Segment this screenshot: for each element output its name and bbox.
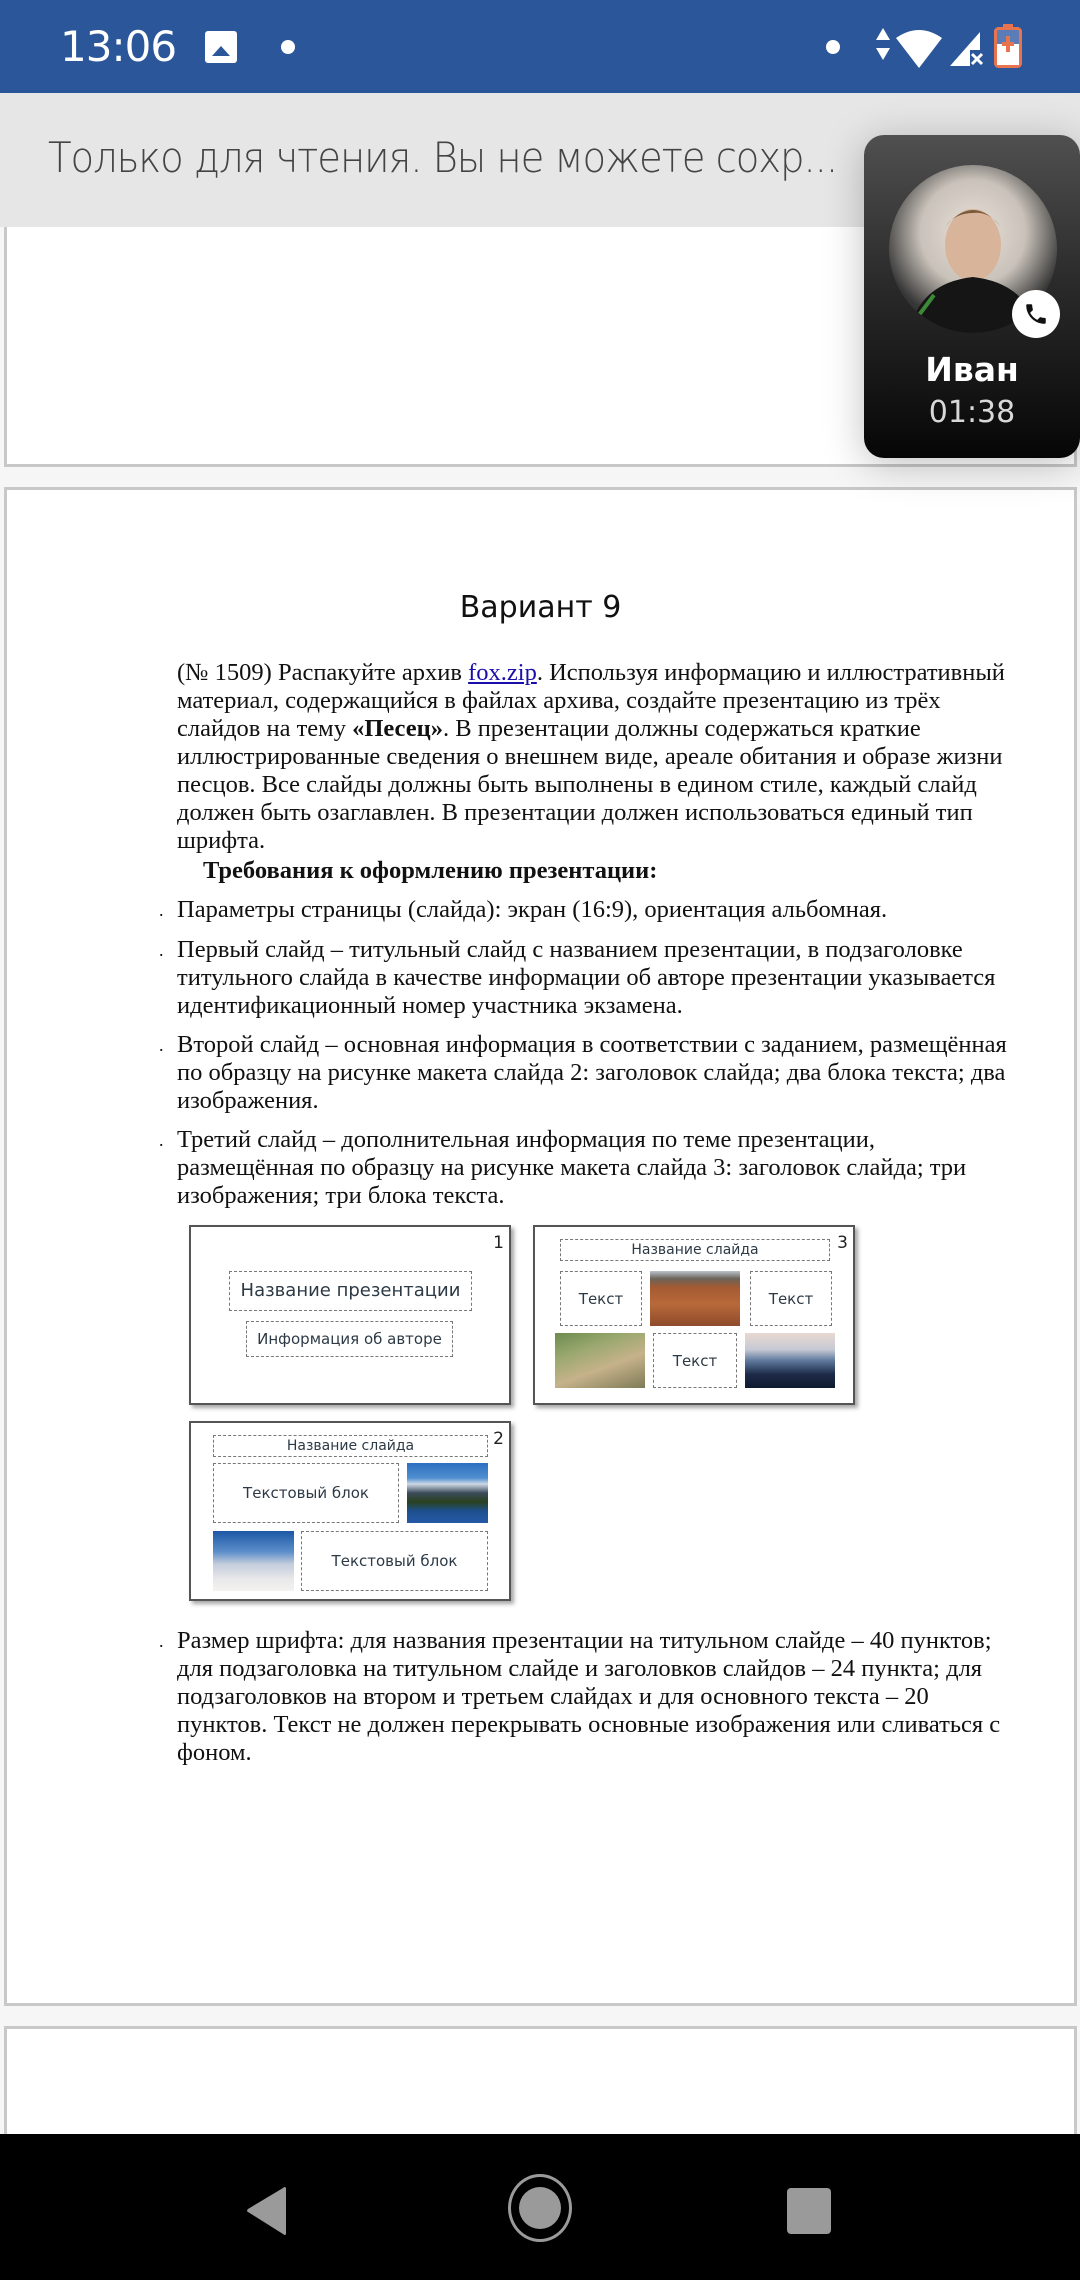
home-icon — [519, 2187, 561, 2229]
variant-title: Вариант 9 — [459, 590, 622, 625]
battery-charging-icon — [994, 24, 1022, 68]
notification-dot-icon — [826, 40, 840, 54]
slide-number: 2 — [493, 1429, 504, 1449]
status-bar — [0, 0, 1080, 93]
tundra-photo — [650, 1271, 740, 1326]
requirement-item — [159, 1627, 1007, 1767]
snowy-volcano-photo — [213, 1531, 294, 1591]
slide-1-mockup — [189, 1225, 511, 1405]
presentation-title-placeholder: Название презентации — [229, 1271, 472, 1311]
slide-number: 3 — [837, 1233, 848, 1253]
bullet-marker: . — [159, 940, 164, 960]
requirement-item: . Третий слайд – дополнительная информация по теме презентации, размещённая по образцу на рисунке макета слайда 3: заголовок слайда; три изображения; три блока текста. — [159, 1126, 967, 1209]
phone-icon[interactable] — [1012, 290, 1060, 338]
coast-photo — [745, 1333, 835, 1388]
valley-photo — [555, 1333, 645, 1388]
notification-dot-icon — [281, 40, 295, 54]
slide-title-placeholder: Название слайда — [213, 1435, 488, 1457]
mountain-lake-photo — [407, 1463, 488, 1523]
readonly-message: Только для чтения. Вы не можете сохр... — [48, 133, 838, 182]
document-page-2 — [4, 487, 1077, 2006]
requirement-item: . Второй слайд – основная информация в соответствии с заданием, размещённая по образцу на рисунке макета слайда 2: заголовок слайда; два блока текста; два изображения. — [159, 1031, 1007, 1114]
bullet-marker: . — [159, 900, 164, 920]
wifi-icon — [896, 28, 942, 68]
bullet-marker: . — [159, 1631, 164, 1651]
signal-no-sim-icon — [950, 30, 984, 66]
call-duration: 01:38 — [928, 395, 1016, 430]
document-viewer[interactable] — [0, 227, 1080, 2134]
back-button[interactable] — [246, 2186, 288, 2236]
text-placeholder: Текст — [750, 1271, 832, 1326]
data-arrows-icon — [876, 28, 890, 60]
slide-2-mockup — [189, 1421, 511, 1601]
gallery-icon — [205, 31, 237, 63]
home-button[interactable] — [508, 2174, 572, 2242]
call-overlay[interactable] — [864, 135, 1080, 458]
document-page-3 — [4, 2026, 1077, 2134]
text-block-placeholder: Текстовый блок — [213, 1463, 399, 1523]
caller-name: Иван — [925, 350, 1019, 389]
status-time: 13:06 — [60, 22, 177, 71]
font-requirement: Размер шрифта: для названия презентации на титульном слайде – 40 пунктов; для подзаголовка на титульном слайде и заголовков слайдов – 24 пункта; для подзаголовков на втором и третьем слайдах и для основного текста – 20 пунктов. Текст не должен перекрывать основные изображения или сливаться с фоном. — [177, 1627, 1001, 1766]
slide-number: 1 — [493, 1233, 504, 1253]
text-placeholder: Текст — [560, 1271, 642, 1326]
requirements-heading: Требования к оформлению презентации: — [203, 857, 658, 884]
bullet-marker: . — [159, 1035, 164, 1055]
bullet-marker: . — [159, 1130, 164, 1150]
slide-title-placeholder: Название слайда — [560, 1239, 830, 1261]
navigation-bar — [0, 2134, 1080, 2280]
requirement-item: . Первый слайд – титульный слайд с названием презентации, в подзаголовке титульного слайда в качестве информации об авторе презентации указывается идентификационный номер участника экзамена. — [159, 936, 996, 1019]
slide-3-mockup — [533, 1225, 855, 1405]
requirement-item: . Параметры страницы (слайда): экран (16:9), ориентация альбомная. — [159, 896, 888, 923]
topic-name: «Песец» — [352, 715, 443, 742]
text-placeholder: Текст — [653, 1333, 737, 1388]
archive-link[interactable]: fox.zip — [468, 659, 537, 686]
text-block-placeholder: Текстовый блок — [301, 1531, 488, 1591]
author-info-placeholder: Информация об авторе — [246, 1321, 453, 1357]
recents-button[interactable] — [787, 2188, 831, 2234]
task-intro: (№ 1509) Распакуйте архив fox.zip. Используя информацию и иллюстративный материал, содержащийся в файлах архива, создайте презентацию из трёх слайдов на тему «Песец». В презентации должны содержаться краткие иллюстрированные сведения о внешнем виде, ареале обитания и образе жизни песцов. Все слайды должны быть выполнены в едином стиле, каждый слайд должен быть озаглавлен. В презентации должен использоваться единый тип шрифта. — [177, 659, 1005, 854]
